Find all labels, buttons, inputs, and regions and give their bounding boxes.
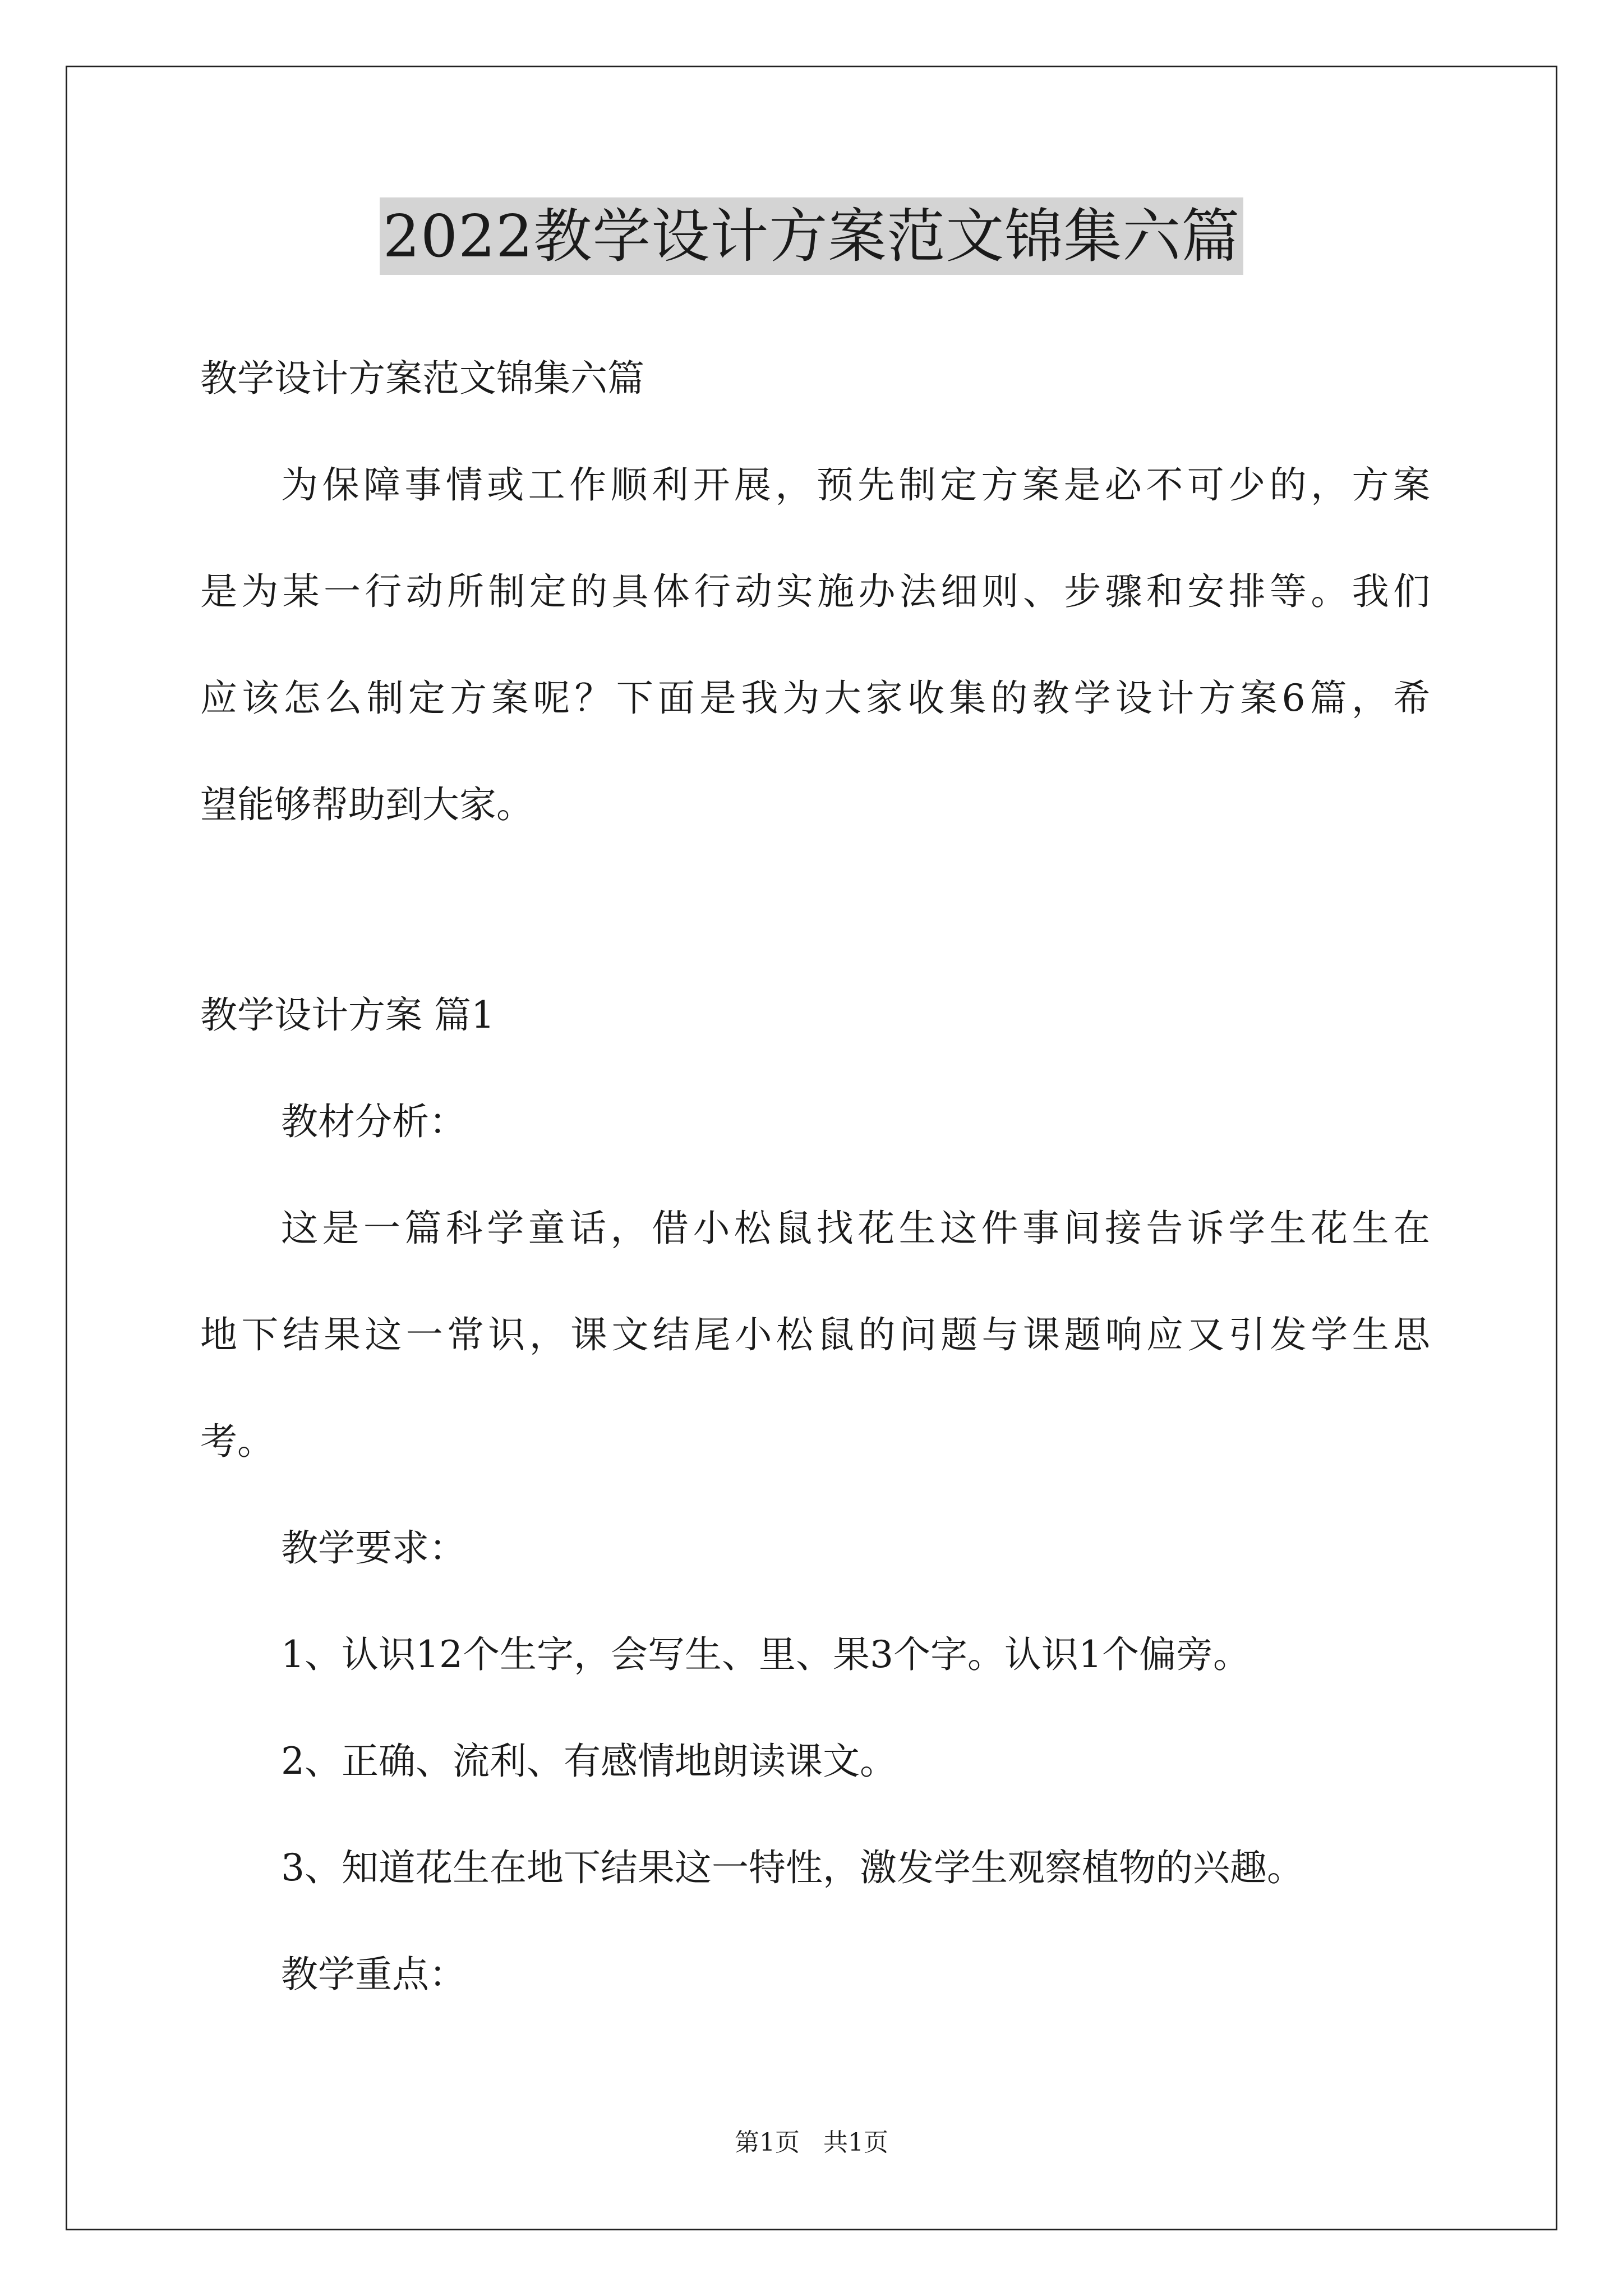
- requirement-item-3: 3、知道花生在地下结果这一特性，激发学生观察植物的兴趣。: [281, 1846, 1304, 1889]
- requirement-item-1: 1、认识12个生字，会写生、里、果3个字。认识1个偏旁。: [281, 1633, 1250, 1676]
- document-title: 2022教学设计方案范文锦集六篇: [380, 197, 1244, 275]
- requirements-label: 教学要求：: [281, 1526, 466, 1570]
- intro-line-2: 是为某一行动所制定的具体行动实施办法细则、步骤和安排等。我们: [200, 570, 1430, 613]
- page-footer: 第1页 共1页: [735, 2128, 888, 2157]
- material-text-line-3: 考。: [200, 1420, 274, 1463]
- intro-line-3: 应该怎么制定方案呢？下面是我为大家收集的教学设计方案6篇，希: [200, 677, 1430, 720]
- document-subtitle: 教学设计方案范文锦集六篇: [200, 357, 644, 400]
- title-container: [0, 197, 1623, 275]
- material-analysis-label: 教材分析：: [281, 1100, 466, 1143]
- intro-line-1: 为保障事情或工作顺利开展，预先制定方案是必不可少的，方案: [281, 463, 1430, 507]
- section-heading: 教学设计方案 篇1: [200, 993, 495, 1037]
- material-text-line-1: 这是一篇科学童话，借小松鼠找花生这件事间接告诉学生花生在: [281, 1207, 1430, 1250]
- requirement-item-2: 2、正确、流利、有感情地朗读课文。: [281, 1740, 897, 1783]
- intro-line-4: 望能够帮助到大家。: [200, 783, 533, 826]
- key-points-label: 教学重点：: [281, 1953, 466, 1996]
- material-text-line-2: 地下结果这一常识，课文结尾小松鼠的问题与课题响应又引发学生思: [200, 1313, 1430, 1356]
